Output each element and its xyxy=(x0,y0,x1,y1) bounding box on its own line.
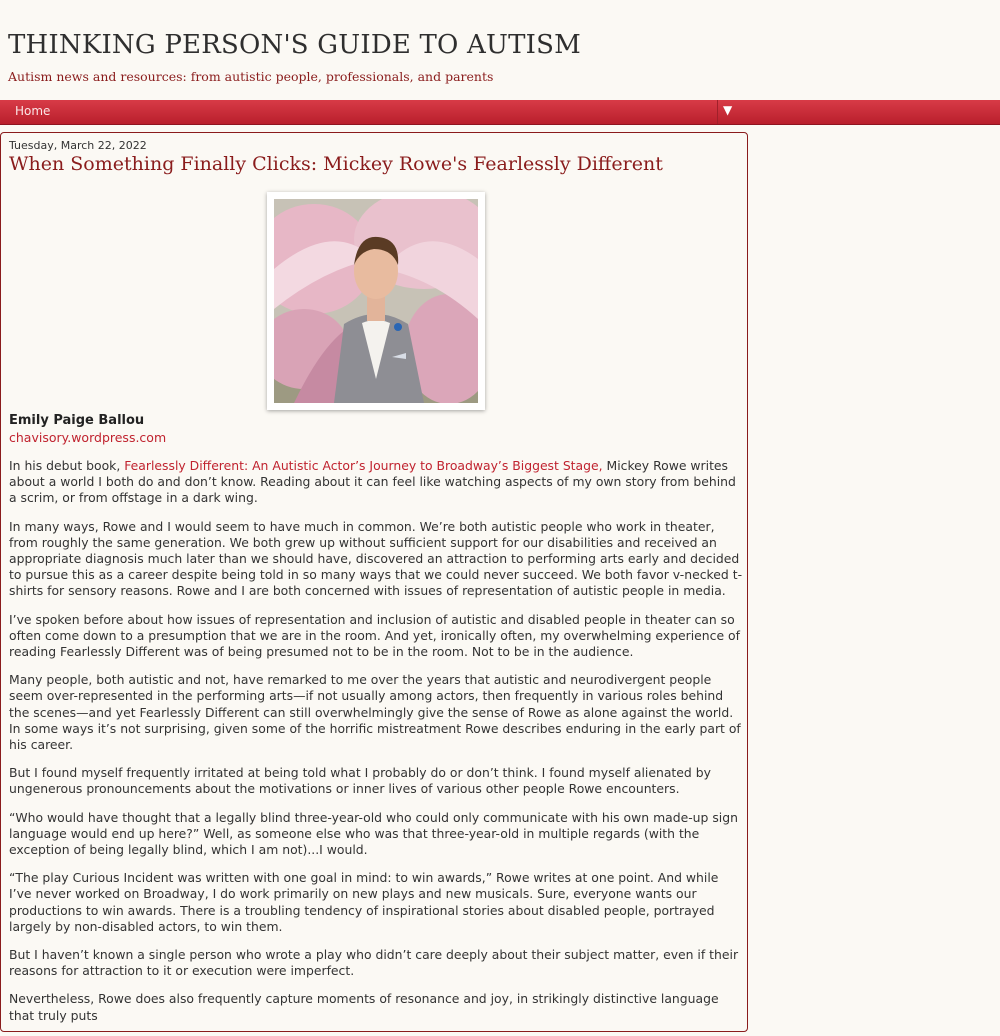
author-photo[interactable] xyxy=(274,199,478,403)
blog-title[interactable]: THINKING PERSON'S GUIDE TO AUTISM xyxy=(8,30,581,60)
post-paragraph: But I haven’t known a single person who wrote a play who didn’t care deeply about their subject matter, even if their reasons for attraction to it or execution were imperfect. xyxy=(9,947,739,979)
book-link[interactable]: Fearlessly Different: An Autistic Actor’s Journey to Broadway’s Biggest Stage, xyxy=(124,458,603,473)
post-title: When Something Finally Clicks: Mickey Rowe's Fearlessly Different xyxy=(9,153,663,175)
blog-description: Autism news and resources: from autistic people, professionals, and parents xyxy=(8,69,494,84)
post-paragraph: Many people, both autistic and not, have remarked to me over the years that autistic and neurodivergent people seem over-represented in the performing arts—if not usually among actors, then frequently in various roles behind the scenes—and yet Fearlessly Different can still overwhelmingly give the sense of Rowe as alone against the world. In some ways it’s not surprising, given some of the horrific mistreatment Rowe describes enduring in the early part of his career. xyxy=(9,672,741,753)
nav-dropdown-icon[interactable]: ▼ xyxy=(723,103,733,117)
nav-bar xyxy=(0,100,1000,125)
post-body xyxy=(9,458,744,1036)
post-paragraph: I’ve spoken before about how issues of representation and inclusion of autistic and disabled people in theater can so often come down to a presumption that we are in the room. And yet, ironically often, my overwhelming experience of reading Fearlessly Different was of being presumed not to be in the room. Not to be in the audience. xyxy=(9,611,740,660)
post-date: Tuesday, March 22, 2022 xyxy=(9,139,147,152)
blog-header xyxy=(0,0,1000,100)
nav-divider xyxy=(717,100,718,124)
post-paragraph: “Who would have thought that a legally blind three-year-old who could only communicate with his own made-up sign language would end up here?” Well, as someone else who was that three-year-old in multiple regards (with the exception of being legally blind, which I am not)...I would. xyxy=(9,809,738,858)
post-paragraph: In many ways, Rowe and I would seem to have much in common. We’re both autistic people who work in theater, from roughly the same generation. We both grew up without sufficient support for our disabilities and received an appropriate diagnosis much later than we should have, discovered an attraction to performing arts early and decided to pursue this as a career despite being told in so many ways that we could never succeed. We both favor v-necked t-shirts for sensory reasons. Rowe and I are both concerned with issues of representation of autistic people in media. xyxy=(9,518,743,599)
nav-home-link[interactable]: Home xyxy=(15,104,51,118)
post-paragraph: Nevertheless, Rowe does also frequently capture moments of resonance and joy, in strikingly distinctive language that truly puts xyxy=(9,991,719,1023)
post-paragraph: But I found myself frequently irritated at being told what I probably do or don’t think. I found myself alienated by ungenerous pronouncements about the motivations or inner lives of various other people Rowe encounters. xyxy=(9,765,711,797)
author-name: Emily Paige Ballou xyxy=(9,413,145,428)
author-website-link[interactable]: chavisory.wordpress.com xyxy=(9,430,167,445)
post-paragraph: In his debut book, Fearlessly Different: An Autistic Actor’s Journey to Broadway’s Biggest Stage, Mickey Rowe writes about a world I both do and don’t know. Reading about it can feel like watching aspects of my own story from behind a scrim, or from offstage in a dark wing. xyxy=(9,458,736,506)
author-photo-frame xyxy=(267,192,485,410)
post-paragraph: “The play Curious Incident was written with one goal in mind: to win awards,” Rowe writes at one point. And while I’ve never worked on Broadway, I do work primarily on new plays and new musicals. Sure, everyone wants our productions to win awards. There is a troubling tendency of inspirational stories about disabled people, portrayed largely by non-disabled actors, to win them. xyxy=(9,870,719,934)
blog-post xyxy=(0,132,748,1032)
